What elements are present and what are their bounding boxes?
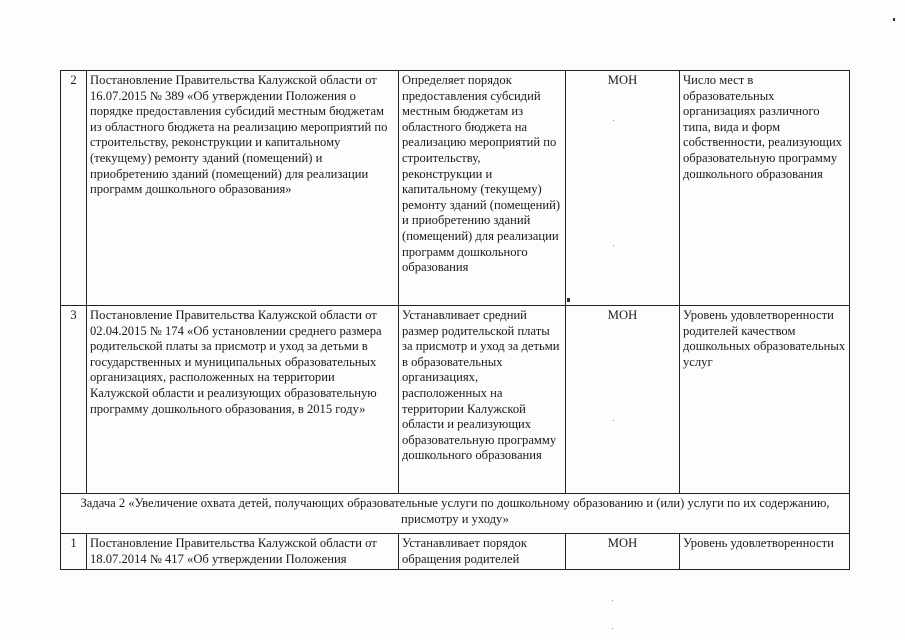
act-description: Устанавливает средний размер родительской платы за присмотр и уход за детьми в образовательных организациях, расположенных на территории Калужской области и реализующих образовательную программу дошкольного образования (399, 306, 566, 494)
legal-act-title: Постановление Правительства Калужской области от 02.04.2015 № 174 «Об установлении среднего размера родительской платы за присмотр и уход за детьми в государственных и муниципальных образовательных организациях, расположенных на территории Калужской области и реализующих образовательную программу дошкольного образования, в 2015 году» (87, 306, 399, 494)
task-header: Задача 2 «Увеличение охвата детей, получающих образовательные услуги по дошкольному образованию и (или) услуги по их содержанию, присмотру и уходу» (61, 494, 850, 534)
legal-acts-table (60, 70, 850, 570)
act-description: Определяет порядок предоставления субсидий местным бюджетам из областного бюджета на реализацию мероприятий по строительству, реконструкции и капитальному (текущему) ремонту зданий (помещений) и приобретению зданий (помещений) для реализации программ дошкольного образования (399, 71, 566, 306)
target-indicator: Число мест в образовательных организациях различного типа, вида и форм собственности, реализующих образовательную программу дошкольного образования (680, 71, 850, 306)
scan-speck (612, 628, 613, 629)
row-number: 3 (61, 306, 87, 494)
scan-speck (567, 298, 570, 302)
scan-speck (613, 120, 614, 121)
legal-act-title: Постановление Правительства Калужской области от 18.07.2014 № 417 «Об утверждении Положения (87, 534, 399, 570)
row-number: 2 (61, 71, 87, 306)
table-row (61, 534, 850, 570)
legal-act-title: Постановление Правительства Калужской области от 16.07.2015 № 389 «Об утверждении Положения о порядке предоставления субсидий местным бюджетам из областного бюджета на реализацию мероприятий по строительству, реконструкции и капитальному (текущему) ремонту зданий (помещений) и приобретению зданий (помещений) для реализации программ дошкольного образования» (87, 71, 399, 306)
table-row (61, 71, 850, 306)
task-header-row (61, 494, 850, 534)
scan-speck (613, 420, 614, 421)
scan-speck (893, 18, 895, 21)
responsible-executor: МОН (566, 534, 680, 570)
target-indicator: Уровень удовлетворенности (680, 534, 850, 570)
scan-speck (612, 600, 613, 601)
act-description: Устанавливает порядок обращения родителей (399, 534, 566, 570)
responsible-executor: МОН (566, 306, 680, 494)
row-number: 1 (61, 534, 87, 570)
scan-speck (613, 245, 614, 246)
target-indicator: Уровень удовлетворенности родителей качеством дошкольных образовательных услуг (680, 306, 850, 494)
table-row (61, 306, 850, 494)
responsible-executor: МОН (566, 71, 680, 306)
